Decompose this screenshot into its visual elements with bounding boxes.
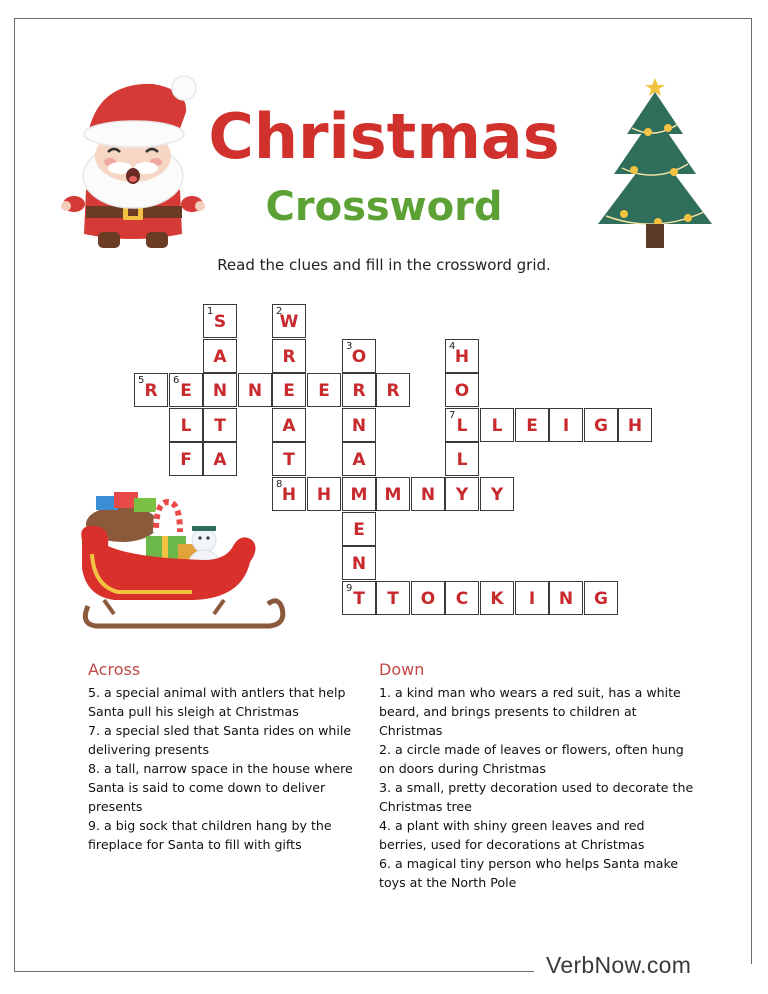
- across-clues: [88, 683, 360, 854]
- grid-letter: W: [279, 312, 299, 332]
- grid-cell[interactable]: [376, 477, 410, 511]
- grid-cell[interactable]: [376, 581, 410, 615]
- clue-number: 4: [449, 341, 456, 352]
- grid-letter: H: [627, 416, 643, 436]
- down-clues: [379, 683, 695, 892]
- grid-cell[interactable]: [480, 408, 514, 442]
- grid-letter: O: [420, 589, 436, 609]
- clue-number: 2: [276, 306, 283, 317]
- grid-cell[interactable]: [342, 581, 376, 615]
- grid-cell[interactable]: [134, 373, 168, 407]
- grid-cell[interactable]: [203, 339, 237, 373]
- grid-letter: I: [562, 416, 570, 436]
- across-clue: 8. a tall, narrow space in the house where Santa is said to come down to deliver presents: [88, 761, 353, 814]
- grid-letter: L: [456, 416, 468, 436]
- down-clue: 1. a kind man who wears a red suit, has a white beard, and brings presents to children at Christmas: [379, 685, 681, 738]
- grid-cell[interactable]: [169, 442, 203, 476]
- grid-letter: M: [350, 485, 368, 505]
- grid-cell[interactable]: [445, 581, 479, 615]
- grid-cell[interactable]: [342, 442, 376, 476]
- across-heading: Across: [88, 660, 141, 679]
- grid-letter: O: [351, 347, 367, 367]
- grid-cell[interactable]: [515, 408, 549, 442]
- grid-cell[interactable]: [203, 442, 237, 476]
- grid-cell[interactable]: [584, 581, 618, 615]
- grid-cell[interactable]: [272, 339, 306, 373]
- across-clue: 9. a big sock that children hang by the fireplace for Santa to fill with gifts: [88, 818, 332, 852]
- grid-cell[interactable]: [272, 304, 306, 338]
- grid-letter: H: [281, 485, 297, 505]
- across-clue: 5. a special animal with antlers that help Santa pull his sleigh at Christmas: [88, 685, 346, 719]
- grid-letter: R: [386, 381, 400, 401]
- grid-cell[interactable]: [342, 339, 376, 373]
- grid-letter: N: [247, 381, 263, 401]
- grid-cell[interactable]: [549, 581, 583, 615]
- grid-letter: T: [353, 589, 365, 609]
- grid-cell[interactable]: [169, 373, 203, 407]
- grid-cell[interactable]: [342, 408, 376, 442]
- grid-letter: L: [180, 416, 192, 436]
- grid-letter: E: [283, 381, 295, 401]
- grid-letter: R: [144, 381, 158, 401]
- down-clue: 6. a magical tiny person who helps Santa make toys at the North Pole: [379, 856, 679, 890]
- grid-letter: N: [351, 416, 367, 436]
- grid-letter: T: [214, 416, 226, 436]
- grid-letter: H: [454, 347, 470, 367]
- grid-letter: C: [455, 589, 469, 609]
- grid-cell[interactable]: [342, 373, 376, 407]
- grid-letter: E: [180, 381, 192, 401]
- grid-cell[interactable]: [203, 373, 237, 407]
- grid-letter: E: [526, 416, 538, 436]
- across-clue: 7. a special sled that Santa rides on while delivering presents: [88, 723, 352, 757]
- grid-letter: H: [316, 485, 332, 505]
- grid-cell[interactable]: [445, 339, 479, 373]
- grid-cell[interactable]: [342, 546, 376, 580]
- grid-letter: G: [594, 589, 608, 609]
- grid-cell[interactable]: [307, 477, 341, 511]
- grid-cell[interactable]: [272, 477, 306, 511]
- grid-cell[interactable]: [445, 477, 479, 511]
- grid-letter: T: [387, 589, 399, 609]
- clue-number: 1: [207, 306, 214, 317]
- grid-cell[interactable]: [411, 477, 445, 511]
- down-clue: 3. a small, pretty decoration used to decorate the Christmas tree: [379, 780, 694, 814]
- grid-letter: L: [456, 450, 468, 470]
- grid-letter: S: [213, 312, 227, 332]
- grid-cell[interactable]: [203, 408, 237, 442]
- grid-letter: N: [558, 589, 574, 609]
- grid-letter: I: [528, 589, 536, 609]
- grid-cell[interactable]: [272, 373, 306, 407]
- grid-letter: A: [213, 450, 227, 470]
- clue-number: 7: [449, 410, 456, 421]
- grid-cell[interactable]: [342, 512, 376, 546]
- grid-cell[interactable]: [515, 581, 549, 615]
- page-title: Christmas: [208, 100, 560, 173]
- grid-cell[interactable]: [411, 581, 445, 615]
- grid-letter: A: [352, 450, 366, 470]
- clue-number: 5: [138, 375, 145, 386]
- grid-letter: F: [180, 450, 192, 470]
- grid-letter: N: [212, 381, 228, 401]
- grid-cell[interactable]: [169, 408, 203, 442]
- grid-cell[interactable]: [238, 373, 272, 407]
- grid-letter: R: [352, 381, 366, 401]
- grid-cell[interactable]: [272, 442, 306, 476]
- grid-cell[interactable]: [307, 373, 341, 407]
- grid-letter: O: [454, 381, 470, 401]
- grid-cell[interactable]: [618, 408, 652, 442]
- grid-letter: Y: [455, 485, 469, 505]
- grid-letter: E: [318, 381, 330, 401]
- grid-cell[interactable]: [445, 442, 479, 476]
- clue-number: 9: [346, 583, 353, 594]
- grid-cell[interactable]: [480, 477, 514, 511]
- clue-number: 8: [276, 479, 283, 490]
- grid-letter: N: [420, 485, 436, 505]
- grid-cell[interactable]: [203, 304, 237, 338]
- grid-cell[interactable]: [342, 477, 376, 511]
- grid-cell[interactable]: [480, 581, 514, 615]
- grid-letter: K: [490, 589, 504, 609]
- down-heading: Down: [379, 660, 425, 679]
- grid-letter: L: [491, 416, 503, 436]
- grid-cell[interactable]: [376, 373, 410, 407]
- page-subtitle: Crossword: [265, 184, 503, 230]
- grid-letter: A: [213, 347, 227, 367]
- grid-letter: E: [353, 520, 365, 540]
- down-clue: 4. a plant with shiny green leaves and red berries, used for decorations at Christmas: [379, 818, 645, 852]
- brand-watermark: VerbNow.com: [546, 952, 692, 978]
- grid-cell[interactable]: [584, 408, 618, 442]
- grid-letter: M: [384, 485, 402, 505]
- grid-letter: Y: [490, 485, 504, 505]
- grid-cell[interactable]: [445, 408, 479, 442]
- down-clue: 2. a circle made of leaves or flowers, often hung on doors during Christmas: [379, 742, 684, 776]
- grid-letter: G: [594, 416, 608, 436]
- sleigh-illustration: [74, 488, 294, 638]
- grid-cell[interactable]: [445, 373, 479, 407]
- grid-cell[interactable]: [549, 408, 583, 442]
- clue-number: 6: [173, 375, 180, 386]
- grid-letter: A: [282, 416, 296, 436]
- instructions: Read the clues and fill in the crossword grid.: [217, 256, 551, 274]
- grid-letter: R: [282, 347, 296, 367]
- clue-number: 3: [346, 341, 353, 352]
- grid-letter: N: [351, 554, 367, 574]
- grid-letter: T: [283, 450, 295, 470]
- grid-cell[interactable]: [272, 408, 306, 442]
